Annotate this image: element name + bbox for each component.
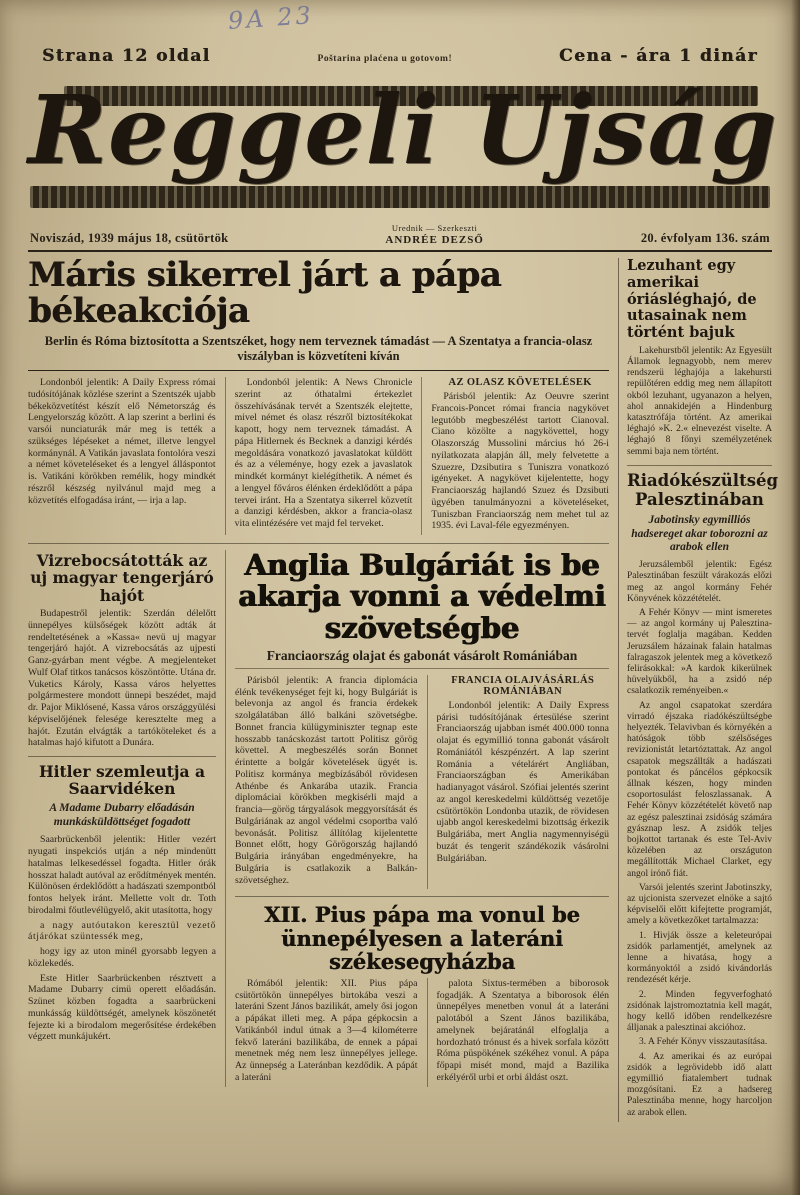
article-hitler-subhead: A Madame Dubarry előadásán munkásküldöttséget fogadott [49, 801, 195, 828]
page-count-label: Strana 12 oldal [42, 46, 211, 66]
article-palestine-text-4: Varsói jelentés szerint Jabotinszky, az ujcionista szervezet elnöke a sajtó képviselői előtt kifejtette programját, amely a következőket tartalmazza: [627, 882, 772, 927]
article-ship-text: Budapestről jelentik: Szerdán délelőtt ünnepélyes külsőségek között adták át rendeltetésének a »Kassa« nevü uj magyar tengerjáró hajót. A vizrebocsátás az ujpesti Ganz-gyárban ment végbe. A megjelenteket Wulf Olaf titkos tanácsos köszöntötte. Utána dr. Vuketics Károly, Kassa város helyettes polgármestere mondott ünnepi beszédet, majd dr. Pajor Miklósené, Kassa város országgyülési képviselőjének felesége keresztelte meg a hajót. Ezután elvágták a tartóköteleket és a hatalmas hajó kifutott a Dunára. [28, 608, 216, 749]
topbar [28, 46, 772, 66]
article-palestine-list-item-4: 4. Az amerikai és az európai zsidók a legrövidebb idő alatt egymillió fiatalembert tudnak mozgósítani. Ez a hadsereg Palesztinába menne, hogy harcoljon az arabok ellen. [627, 1051, 772, 1118]
article-papal-peace-col3-header: AZ OLASZ KÖVETELÉSEK [448, 377, 592, 389]
article-airship [627, 258, 772, 457]
editor-label: Urednik — Szerkeszti [391, 223, 478, 233]
price-label: Cena - ára 1 dinár [559, 46, 758, 66]
article-papal-peace [28, 255, 609, 535]
divider-rule [28, 756, 216, 757]
main-column [28, 255, 609, 1121]
article-papal-peace-text-3: Párisból jelentik: Az Oeuvre szerint Francois-Poncet római francia nagykövet legutóbb megbeszélést tartott Cianoval. Ciano közölte a nagykövettel, hogy Olaszország Mussolini március hó 26-i nyilatkozata alapján áll, mely felvetette a Szuezre, Dzsibutira s Tuniszra vonatkozó igényeket. A nagykövet kijelentette, hogy Franciaország hajlandó Szuez és Dzsibuti ügyében tanulmányozni a követeléseket, Tuniszban Franciaország nem mehet tul az 1935. évi Laval-féle egyezményen. [431, 391, 609, 532]
article-hitler-text-1: Saarbrückenből jelentik: Hitler vezért nyugati inspekciós utján a nép mindenütt hatalmas lelkesedéssel fogadta. Hitler órák hosszat haladt autóval az erődítmények mentén. Különösen érdeklődött a hadászati szempontból fontos helyek iránt. Mellette volt dr. Toth birodalmi főutlevélügyelő, akit utasította, hogy [28, 834, 216, 916]
article-pius-col2 [427, 978, 610, 1087]
article-pius-text-1: Rómából jelentik: XII. Pius pápa csütörtökön ünnepélyes birtokába veszi a lateráni Szent János bazilikát, amely ősi jogon a pápákat illeti meg. A pápa gépkocsin a Vatikánból indul útnak a 3—4 kilométerre fekvő lateráni bazilikába, de ennek a pápai menetnek még nem lesz ünnepélyes jellege. Az ünnepség a Lateránban kezdődik. A pápát a lateráni [235, 977, 418, 1083]
article-papal-peace-text-1: Londonból jelentik: A Daily Express római tudósítójának közlése szerint a Szentszék ujabb békeközvetítést készít elő Németország és Lengyelország között. A lap szerint a berlini és varsói nunciaturák már meg is tették a szükséges lépéseket a német, illetve lengyel kormánynál. A Vatikán javaslata fontolóra veszi a német követeléseket és a lengyel álláspontot is. Vatikáni körökben remélik, hogy mindkét részről készség nyilvánul majd meg a közvetítés elfogadása iránt, — irja a lap. [28, 377, 216, 506]
dateline: Noviszád, 1939 május 18, csütörtök [30, 231, 229, 246]
article-palestine-text-2: A Fehér Könyv — mint ismeretes — az angol kormány uj Palesztina-tervét foglalja magában. Kedden Jeruzsálem házainak falain hatalmas falragaszok jelentek meg a következő felirásokkal: »A kardok kikerülnek hüvelyükből, ha a zsidó nép csalatkozik reményeiben.« [627, 607, 772, 697]
article-bulgaria-headline: Anglia Bulgáriát is be akarja vonni a védelmi szövetségbe [238, 548, 606, 645]
article-pius [235, 903, 609, 1086]
article-palestine-list-item-2: 2. Minden fegyverfogható zsidónak lajstromoztatnia kell magát, hogy kellő időben rendelkezésre álljanak a palesztinai akcióhoz. [627, 989, 772, 1034]
article-papal-peace-subhead: Berlin és Róma biztosította a Szentszéket, hogy nem terveznek támadást — A Szentatya a francia-olasz viszályban is közvetíteni kíván [28, 334, 609, 371]
center-column [225, 550, 609, 1086]
article-airship-headline: Lezuhant egy amerikai óriásléghajó, de utasainak nem történt bajuk [627, 257, 757, 342]
article-papal-peace-columns [28, 377, 609, 535]
article-palestine-text-3: Az angol csapatokat szerdára virradó éjszaka riadókészültségbe helyezték. Telavivban és környékén a hatóságok több szélsőséges revizionistát letartóztattak. Az angol csapatok megszállták a hadászati pontokat és páncélos gépkocsik állnak készen, hogy minden csoportosulást feloszlassanak. A Fehér Könyv közzétételét követő nap az egész palesztinai zsidóság számára gyásznap lesz. A zsidók teljes bojkottot tartanak és este Tel-Aviv közelében az országuton megállították Michael Clarket, egy angol irónő fiát. [627, 700, 772, 879]
divider-rule [235, 896, 609, 897]
article-palestine-list-item-1: 1. Hivják össze a keleteurópai zsidók parlamentjét, amelynek az lenne a hivatása, hogy a kormányoktól a zsidó kivándorlás rendezését kérje. [627, 930, 772, 986]
article-pius-col1 [235, 978, 418, 1087]
article-papal-peace-col2 [225, 377, 413, 535]
article-hitler-text-3: hogy igy az uton minél gyorsabb legyen a közlekedés. [28, 946, 216, 969]
divider-rule [627, 465, 772, 466]
article-bulgaria-col2 [427, 675, 610, 890]
article-bulgaria-text-2: Londonból jelentik: A Daily Express párisi tudósítójának értesülése szerint Franciaország ujabban ismét 400.000 tonna olajat és egymillió tonna gabonát vásárolt Romániától készpénzért. A lap szerint Románia a vételárért Angliában, Franciaországban és Amerikában hadianyagot vásárol. Szófiai jelentés szerint az angol kereskedelmi küldöttség vezetője csütörtökön Londonba utazik, de rövidesen ujabb angol kereskedelmi bizottság érkezik Bulgáriába, mert Anglia nagymennyiségü buzát és tengerit szándékozik vásárolni Bulgáriában. [436, 699, 609, 864]
article-ship-headline: Vizrebocsátották az uj magyar tengerjáró hajót [30, 551, 214, 605]
article-papal-peace-col3 [421, 377, 609, 535]
article-papal-peace-col1 [28, 377, 216, 535]
article-palestine-list-item-3: 3. A Fehér Könyv visszautasítása. [639, 1037, 768, 1048]
editor-name: ANDRÉE DEZSŐ [385, 233, 484, 246]
editor-block [385, 224, 484, 246]
article-bulgaria-columns [235, 675, 609, 890]
article-hitler-text-4: Este Hitler Saarbrückenben résztvett a Madame Dubarry cimü operett előadásán. Szünet közben fogadta a saarbrückeni munkásság küldöttségét, amelynek köszönetét fejezte ki a birodalom megerősítése érdekében végzett munkájukért. [28, 972, 216, 1043]
article-palestine-text-1: Jeruzsálemből jelentik: Egész Palesztinában feszült várakozás előzi meg az angol kormány Fehér Könyvének közzétételét. [627, 560, 772, 604]
article-bulgaria [235, 550, 609, 889]
article-hitler [28, 763, 216, 1043]
article-bulgaria-text-1: Párisból jelentik: A francia diplomácia élénk tevékenységet fejt ki, hogy Bulgáriát is belevonja az angol és francia érdekek szolgálatában álló balkáni szövetségbe. Bonnet francia külügyminiszter tegnap este hosszabb tanácskozást tartott Politisz görög követtel. A megbeszélés során Bonnet érintette a bolgár követelések ügyét is. Politisz kormánya megbízásából rövidesen Athénbe és Ankarába utazik. Francia diplomáciai körökben megkisérli majd a francia—görög tárgyalások meggyorsítását és Bulgáriának az angol védelmi csoportba való bevonását. Politisz állítólag kijelentette Bonnet előtt, hogy Görögország hajlandó Bulgária irányában engedményekre, ha Bulgária is csatlakozik a Balkán-szövetséghez. [235, 674, 418, 886]
header-row [28, 222, 772, 252]
newspaper-title: Reggeli Ujság [28, 75, 778, 186]
masthead [28, 70, 778, 222]
issue-number: 20. évfolyam 136. szám [640, 231, 770, 246]
article-bulgaria-col2-header: FRANCIA OLAJVÁSÁRLÁS ROMÁNIÁBAN [451, 674, 595, 697]
article-pius-columns [235, 978, 609, 1087]
article-ship [28, 552, 216, 749]
article-palestine-subhead: Jabotinsky egymilliós hadsereget akar toborozni az arabok ellen [631, 513, 768, 554]
article-palestine-headline: Riadókészültség Palesztinában [627, 470, 779, 509]
article-papal-peace-headline: Máris sikerrel járt a pápa békeakciója [28, 255, 502, 332]
article-bulgaria-subhead: Franciaország olajat és gabonát vásárolt Romániában [235, 648, 609, 669]
postage-note: Poštarina plaćena u gotovom! [317, 54, 453, 64]
content-grid [28, 255, 779, 1121]
article-airship-text: Lakehurstből jelentik: Az Egyesült Államok legnagyobb, nem merev rendszerü léghajója a lakehursti repülőtéren eddig meg nem állapított okból lezuhant, ugyanazon a helyen, ahol annakidején a Hindenburg katasztrófája történt. Az amerikai léghajó »K. 2.« elnevezést viselte. A léghajó 8 főnyi személyzetének semmi baja nem történt. [627, 345, 772, 457]
article-papal-peace-text-2: Londonból jelentik: A News Chronicle szerint az óthatalmi értekezlet összehívásának tervét a Szentszék elejtette, mivel német és olasz részről biztosítékokat kapott, hogy nem terveznek támadást. A pápa Hitlernek és Becknek a danzigi kérdés megoldására vonatkozó javaslatokat küldött és az a véleménye, hogy ezek a javaslatok mindkét kormányt kielégíthetik. A német és a lengyel főváros élénken érdeklődött a pápa tervei iránt. Ha a Szentatya sikerrel közvetít a danzigi kérdésben, akkor a francia-olasz vita elintézésére vet majd fel terveket. [234, 377, 413, 530]
article-pius-headline: XII. Pius pápa ma vonul be ünnepélyesen a lateráni székesegyházba [264, 902, 580, 974]
article-bulgaria-col1 [235, 675, 418, 890]
narrow-column [28, 550, 216, 1086]
article-pius-text-2: palota Sixtus-termében a biborosok fogadják. A Szentatya a biborosok élén ünnepélyes menetben vonul át a lateráni palotából a Szent János bazilikába, amelynek bejáratánál elfoglalja a hordozható trónust és a hivek sorfala között Róma püspökének székéhez vonul. A pápa főpapi misét mond, majd a Bazilika erkélyéről urbi et orbi áldást oszt. [436, 977, 609, 1083]
article-hitler-headline: Hitler szemleutja a Saarvidéken [38, 762, 206, 799]
handwritten-mark: 9A 23 [227, 1, 315, 35]
lower-grid [28, 543, 609, 1086]
article-palestine [627, 470, 779, 1119]
sidebar-column [618, 257, 779, 1121]
article-hitler-text-2: a nagy autóutakon keresztül vezető átjárókat szüntessék meg, [28, 919, 216, 943]
